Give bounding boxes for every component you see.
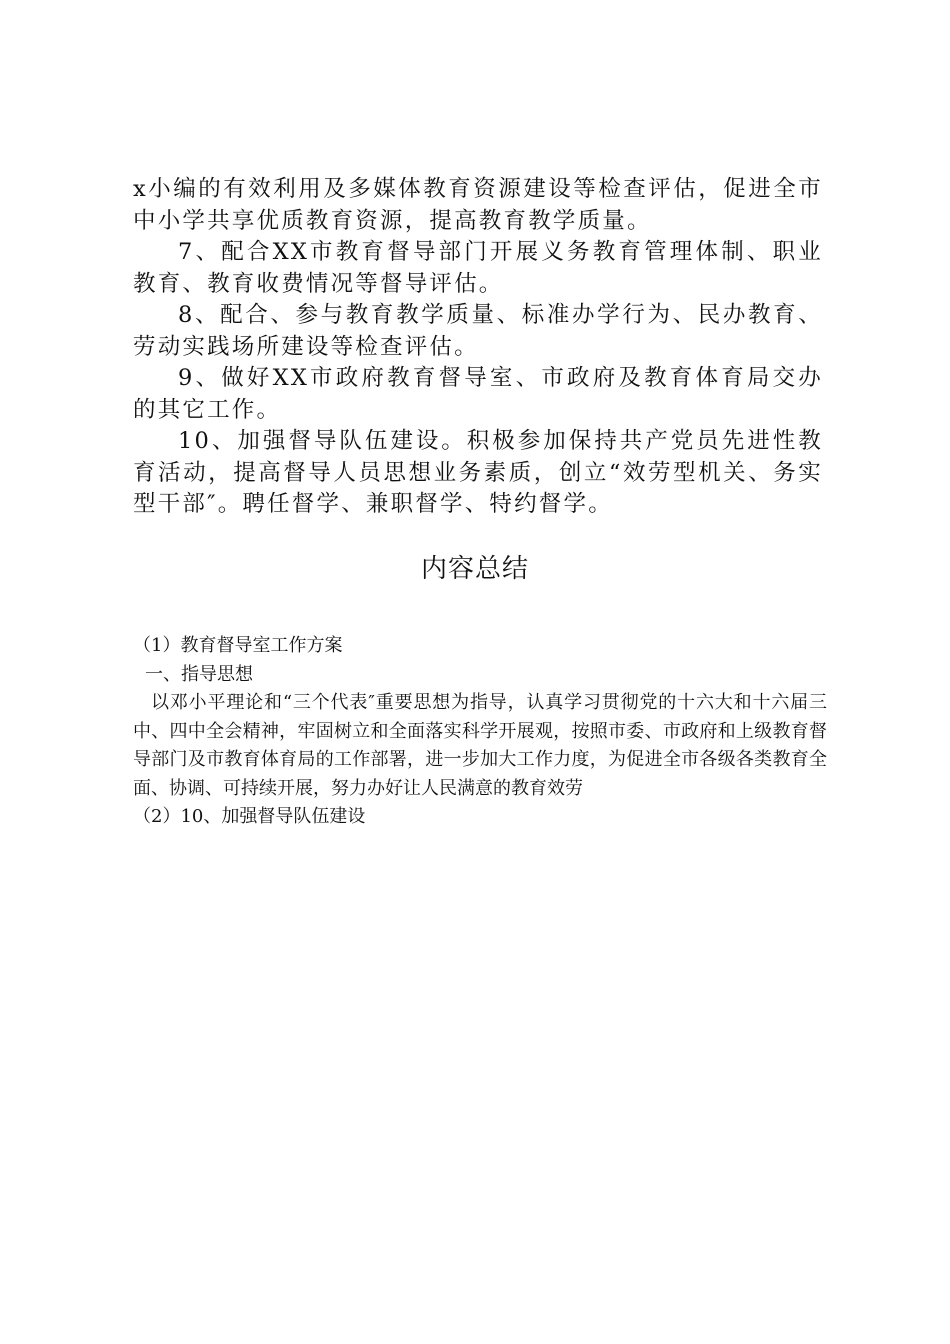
summary-item-1-heading: 一、指导思想 bbox=[145, 663, 253, 685]
summary-title: 内容总结 bbox=[420, 554, 529, 584]
summary-item-1-text: 以邓小平理论和“三个代表″重要思想为指导，认真学习贯彻党的十六大和十六届三中、四中全会精神，牢固树立和全面落实科学开展观，按照市委、市政府和上级教育督导部门及市教育体育局的工作部署，进一步加大工作力度，为促进全市各级各类教育全面、协调、可持续开展，努力办好让人民满意的教育效劳 bbox=[133, 692, 827, 799]
summary-item-1: （1）教育督导室工作方案 bbox=[133, 635, 343, 656]
paragraph-item-10: 10、加强督导队伍建设。积极参加保持共产党员先进性教育活动，提高督导人员思想业务素质，创立“效劳型机关、务实型干部″。聘任督学、兼职督学、特约督学。 bbox=[133, 428, 823, 517]
paragraph-item-8: 8、配合、参与教育教学质量、标准办学行为、民办教育、劳动实践场所建设等检查评估。 bbox=[133, 302, 823, 360]
paragraph-item-9: 9、做好XX市政府教育督导室、市政府及教育体育局交办的其它工作。 bbox=[133, 365, 823, 423]
summary-section bbox=[133, 632, 827, 832]
summary-item-2: （2）10、加强督导队伍建设 bbox=[133, 806, 366, 827]
body-text bbox=[133, 174, 823, 521]
paragraph-continued: x小编的有效利用及多媒体教育资源建设等检查评估，促进全市中小学共享优质教育资源，提高教育教学质量。 bbox=[133, 176, 823, 234]
paragraph-item-7: 7、配合XX市教育督导部门开展义务教育管理体制、职业教育、教育收费情况等督导评估。 bbox=[133, 239, 823, 297]
